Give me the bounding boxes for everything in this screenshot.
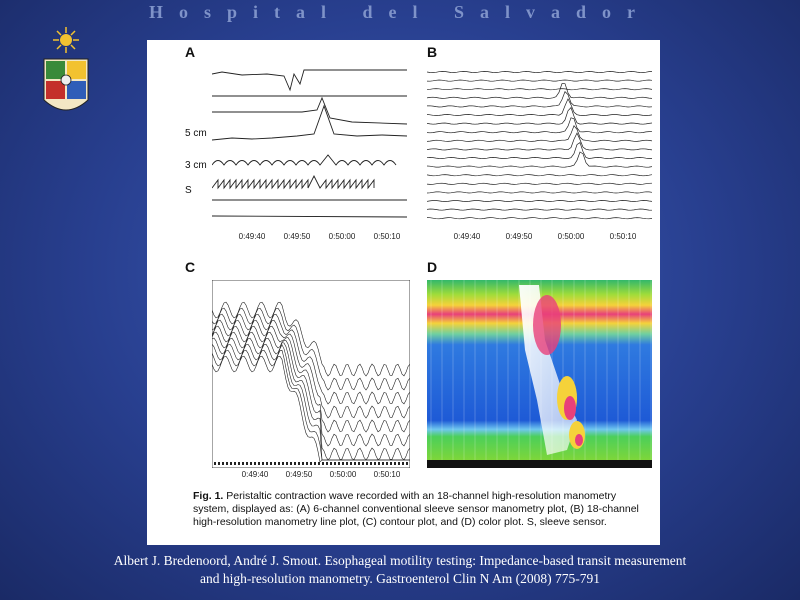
sleeve-dash: [302, 462, 304, 465]
sleeve-dash: [406, 462, 408, 465]
time-tick-c-4: 0:50:10: [373, 470, 401, 479]
sleeve-dash: [370, 462, 372, 465]
trace-line: [427, 200, 652, 201]
sleeve-dash: [218, 462, 220, 465]
time-tick-b-1: 0:49:40: [453, 232, 481, 241]
sleeve-dash: [350, 462, 352, 465]
time-tick-a-2: 0:49:50: [283, 232, 311, 241]
channel-label-5cm: 5 cm: [185, 128, 207, 139]
sleeve-dash: [358, 462, 360, 465]
trace-line: [427, 126, 652, 142]
trace-line: [427, 89, 652, 90]
sleeve-dash: [262, 462, 264, 465]
time-tick-c-3: 0:50:00: [329, 470, 357, 479]
caption-text: Peristaltic contraction wave recorded with an 18-channel high-resolution manometry system, displayed as: (A) 6-channel conventional sleeve sensor manometry plot, (B) 18-channel high-resolution manometry line plot, (C) contour plot, and (D) color plot. S, sleeve sensor.: [193, 490, 639, 528]
trace-line: [427, 192, 652, 193]
sleeve-dash: [386, 462, 388, 465]
panel-letter-d: D: [427, 259, 438, 275]
sleeve-dash: [322, 462, 324, 465]
sleeve-dash: [242, 462, 244, 465]
sleeve-dash: [246, 462, 248, 465]
sleeve-dash: [318, 462, 320, 465]
sleeve-dash: [270, 462, 272, 465]
sleeve-dash: [310, 462, 312, 465]
sleeve-dash: [298, 462, 300, 465]
time-tick-c-1: 0:49:40: [241, 470, 269, 479]
time-tick-b-2: 0:49:50: [505, 232, 533, 241]
sleeve-dash: [282, 462, 284, 465]
sleeve-dash: [326, 462, 328, 465]
sleeve-dash: [278, 462, 280, 465]
sleeve-dash: [330, 462, 332, 465]
sleeve-dash: [390, 462, 392, 465]
trace-line: [427, 84, 652, 99]
sleeve-dash: [306, 462, 308, 465]
sleeve-dash: [214, 462, 216, 465]
citation-line-1: Albert J. Bredenoord, André J. Smout. Esophageal motility testing: Impedance-based transit measurement: [113, 553, 687, 568]
sleeve-dash: [266, 462, 268, 465]
sleeve-dash: [402, 462, 404, 465]
panel-c-contour-plot: [212, 280, 410, 468]
trace-line: [427, 71, 652, 72]
panel-letter-a: A: [185, 44, 196, 60]
sleeve-dash: [274, 462, 276, 465]
time-tick-c-2: 0:49:50: [285, 470, 313, 479]
sleeve-dash: [382, 462, 384, 465]
trace-line: [427, 209, 652, 210]
time-tick-a-3: 0:50:00: [328, 232, 356, 241]
sleeve-dash: [226, 462, 228, 465]
sleeve-dash: [394, 462, 396, 465]
caption-label: Fig. 1.: [193, 490, 224, 502]
university-coat-of-arms-icon: [40, 26, 92, 122]
trace-line: [427, 218, 652, 219]
trace-line: [427, 92, 652, 107]
header-title: Hospital del Salvador: [148, 2, 652, 22]
sleeve-dash: [286, 462, 288, 465]
sleeve-dash: [366, 462, 368, 465]
citation: [30, 552, 770, 588]
panel-letter-b: B: [427, 44, 438, 60]
citation-line-2: and high-resolution manometry. Gastroenterol Clin N Am (2008) 775-791: [200, 571, 600, 586]
sleeve-dash: [254, 462, 256, 465]
sleeve-dash: [222, 462, 224, 465]
sleeve-dash: [398, 462, 400, 465]
sleeve-dash: [314, 462, 316, 465]
time-tick-b-4: 0:50:10: [609, 232, 637, 241]
sleeve-dash: [250, 462, 252, 465]
figure: [147, 40, 660, 545]
trace-line: [427, 118, 652, 133]
sleeve-dash: [374, 462, 376, 465]
trace-line: [427, 175, 652, 176]
sleeve-dash: [378, 462, 380, 465]
time-tick-b-3: 0:50:00: [557, 232, 585, 241]
trace-line: [427, 152, 652, 167]
sleeve-dash: [238, 462, 240, 465]
panel-d-color-plot: [427, 280, 652, 468]
sleeve-dash: [258, 462, 260, 465]
sleeve-dash: [334, 462, 336, 465]
sleeve-dash: [234, 462, 236, 465]
trace-line: [427, 143, 652, 159]
figure-caption: [193, 490, 653, 529]
channel-label-3cm: 3 cm: [185, 160, 207, 171]
panel-b-line-plot: [427, 62, 652, 230]
sleeve-dash: [338, 462, 340, 465]
trace-line: [427, 80, 652, 81]
panel-letter-c: C: [185, 259, 196, 275]
sleeve-dash: [294, 462, 296, 465]
trace-line: [427, 108, 652, 125]
panel-a-conventional-plot: [212, 62, 407, 230]
time-tick-a-4: 0:50:10: [373, 232, 401, 241]
trace-line: [427, 183, 652, 184]
sleeve-dash: [346, 462, 348, 465]
channel-label-sleeve: S: [185, 185, 192, 196]
sleeve-dash: [342, 462, 344, 465]
sleeve-dash: [362, 462, 364, 465]
sleeve-dash: [230, 462, 232, 465]
sleeve-dash: [354, 462, 356, 465]
sleeve-dash: [290, 462, 292, 465]
trace-line: [427, 133, 652, 150]
time-tick-a-1: 0:49:40: [238, 232, 266, 241]
